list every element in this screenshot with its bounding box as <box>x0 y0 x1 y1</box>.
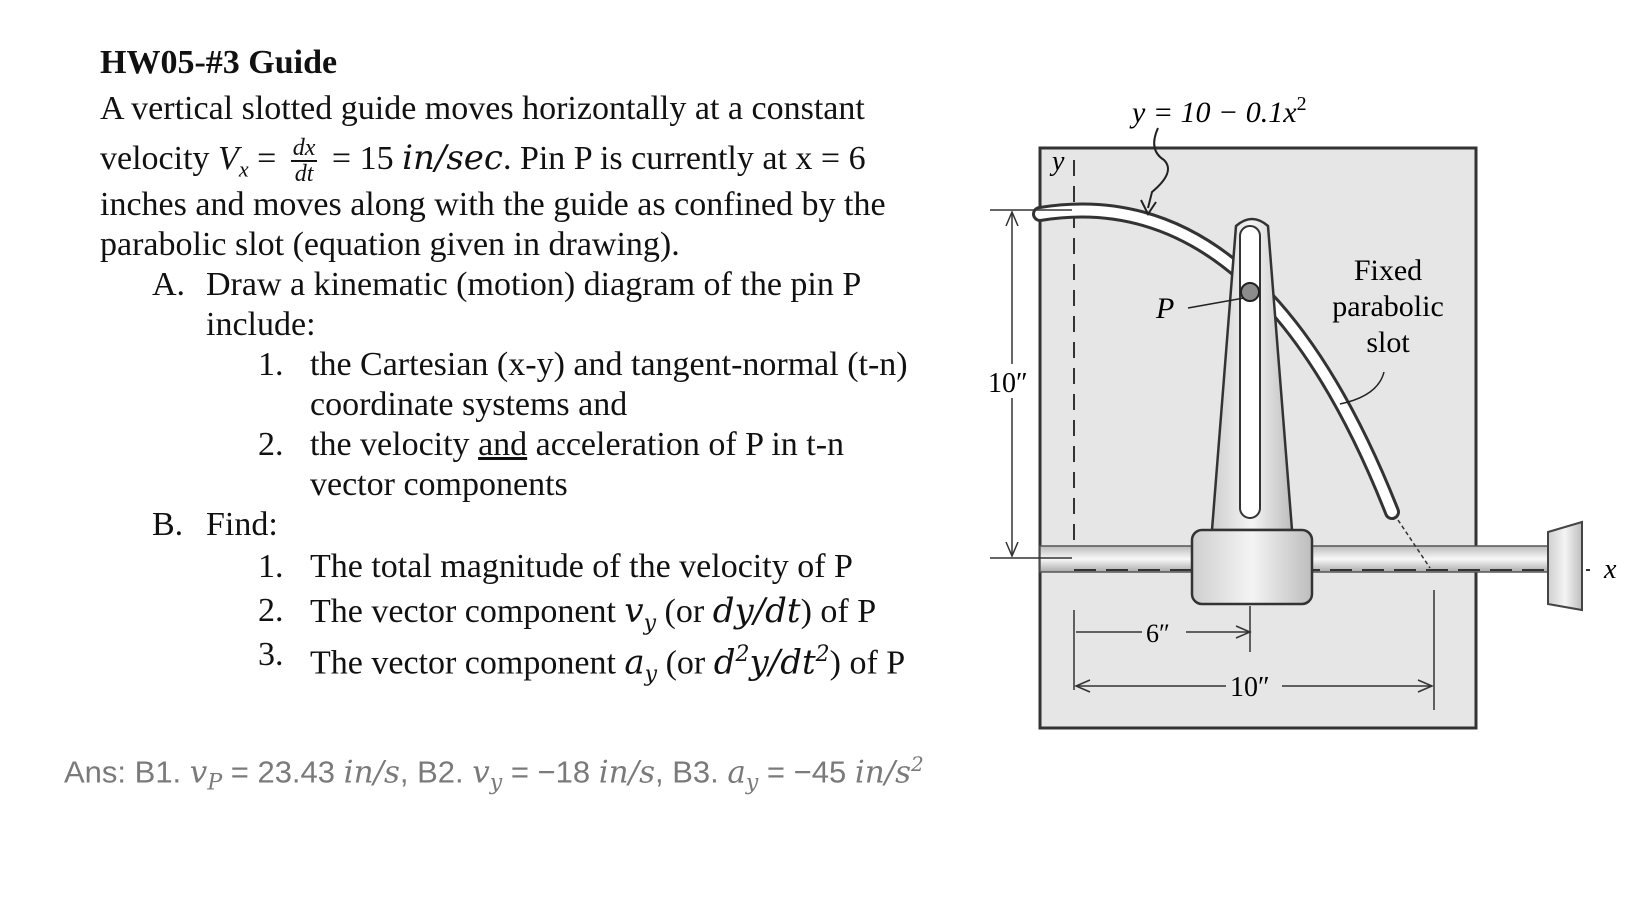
part-b-item-3-text <box>310 634 905 696</box>
vy-subscript: y <box>643 610 657 636</box>
equation-text: y = 10 − 0.1x <box>1132 96 1297 129</box>
intro-line-4: parabolic slot (equation given in drawing). <box>100 226 680 263</box>
b3-pre: The vector component <box>310 644 625 682</box>
dim-10-label: 10″ <box>1230 672 1270 703</box>
part-a-item-2-line-1 <box>310 424 844 466</box>
b2-value: = −18 <box>502 754 599 790</box>
answer-line <box>64 752 924 796</box>
vy-symbol: v <box>624 591 644 631</box>
guide-slot <box>1240 226 1260 518</box>
fixed-slot-label-1: Fixed <box>1353 254 1423 287</box>
b3-value: = −45 <box>758 754 855 790</box>
part-b-item-3-number: 3. <box>258 636 284 673</box>
intro-line-2-suffix: . Pin P is currently at x = 6 <box>502 139 866 177</box>
part-b-item-2-number: 2. <box>258 592 284 629</box>
b3-mid: (or <box>657 644 714 682</box>
b2-symbol: v <box>472 754 490 791</box>
intro-line-2 <box>100 136 866 191</box>
b3-unit: in/s <box>854 754 912 791</box>
b2-subscript: y <box>489 770 503 796</box>
dy-dt-expression: dy/dt <box>712 591 801 631</box>
velocity-value: = 15 <box>323 139 403 177</box>
equals-sign: = <box>248 139 285 177</box>
b3-symbol: a <box>727 754 746 791</box>
rod-end-bracket <box>1548 522 1582 610</box>
b1-unit: in/s <box>343 754 400 791</box>
intro-velocity-prefix: velocity <box>100 139 219 177</box>
ay-subscript: y <box>644 662 658 688</box>
fraction-numerator: dx <box>292 135 316 161</box>
d2y-d: d <box>713 642 736 683</box>
part-a-item-2-line-2: vector components <box>310 466 568 503</box>
dx-dt-fraction <box>291 136 318 186</box>
equation-superscript: 2 <box>1296 93 1307 115</box>
slotted-guide-figure <box>940 80 1640 740</box>
d2y-sup-2: 2 <box>815 642 830 667</box>
x-axis-label: x <box>1604 554 1617 585</box>
y-axis-label: y <box>1052 146 1065 177</box>
b1-subscript: P <box>207 770 223 796</box>
part-a-item-1-number: 1. <box>258 346 284 383</box>
b3-subscript: y <box>745 770 759 796</box>
part-a-text-1: Draw a kinematic (motion) diagram of the pin P <box>206 266 862 303</box>
b2-pre: The vector component <box>310 593 625 630</box>
part-a-item-1-line-2: coordinate systems and <box>310 386 628 423</box>
parabola-equation <box>1129 93 1307 129</box>
guide-collar <box>1192 530 1312 604</box>
b1-symbol: v <box>189 754 208 791</box>
vx-subscript: x <box>238 156 249 182</box>
vx-symbol: V <box>218 139 239 177</box>
page-title: HW05-#3 Guide <box>100 44 338 81</box>
fixed-slot-label-3: slot <box>1366 326 1410 359</box>
answer-sep-2: , B3. <box>654 754 728 790</box>
b2-mid: (or <box>656 593 713 630</box>
part-b-text: Find: <box>206 506 278 543</box>
part-a-item-2-post: acceleration of P in t-n <box>527 426 845 463</box>
part-a-item-2-number: 2. <box>258 426 284 463</box>
part-a-text-2: include: <box>206 306 316 343</box>
answer-sep-1: , B2. <box>399 754 473 790</box>
part-b-item-1-text: The total magnitude of the velocity of P <box>310 548 853 585</box>
dim-6-label: 6″ <box>1146 619 1170 648</box>
pin-label: P <box>1156 292 1175 325</box>
height-dim-label: 10″ <box>988 368 1028 399</box>
fixed-slot-label-2: parabolic <box>1332 290 1444 323</box>
intro-line-1: A vertical slotted guide moves horizontally at a constant <box>100 90 865 127</box>
b1-value: = 23.43 <box>222 754 344 790</box>
b3-superscript: 2 <box>911 752 924 776</box>
part-a-label: A. <box>152 266 186 303</box>
part-a-item-2-pre: the velocity <box>310 426 479 463</box>
d2y-y-dt: y/dt <box>749 642 816 683</box>
d2y-sup-1: 2 <box>735 642 750 667</box>
b3-post: ) of P <box>829 644 906 682</box>
velocity-unit: in/sec <box>402 137 503 178</box>
b2-unit: in/s <box>598 754 655 791</box>
ay-symbol: a <box>624 642 645 683</box>
fraction-denominator: dt <box>294 161 314 187</box>
part-a-item-1-line-1: the Cartesian (x-y) and tangent-normal (t-n) <box>310 346 908 383</box>
underlined-and: and <box>478 426 528 463</box>
b2-post: ) of P <box>800 593 877 630</box>
answer-prefix: Ans: B1. <box>64 754 190 790</box>
part-b-label: B. <box>152 506 184 543</box>
intro-line-3: inches and moves along with the guide as confined by the <box>100 186 886 223</box>
part-b-item-1-number: 1. <box>258 548 284 585</box>
